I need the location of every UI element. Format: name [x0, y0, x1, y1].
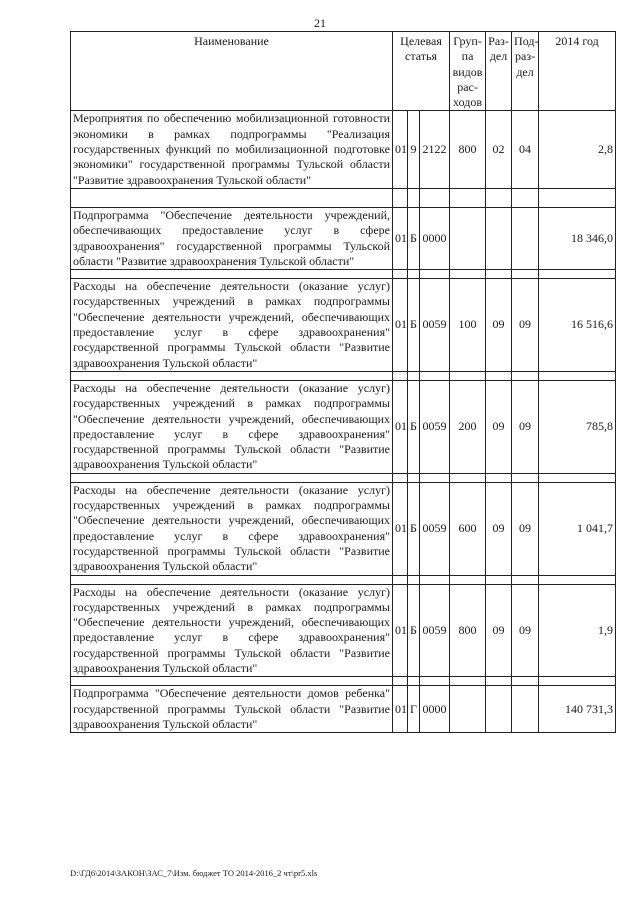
section-cell: [486, 686, 512, 733]
spacer-cell: [486, 575, 512, 584]
target-article-program-cell: 01: [393, 686, 408, 733]
table-row: [71, 207, 616, 269]
spacer-cell: [393, 473, 408, 482]
subsection-cell: 09: [512, 584, 539, 677]
spacer-cell: [539, 677, 616, 686]
table-row: [71, 686, 616, 733]
row-spacer: [71, 473, 616, 482]
spacer-cell: [420, 188, 450, 207]
target-article-subprogram-cell: Б: [408, 279, 420, 372]
spacer-cell: [408, 270, 420, 279]
spacer-cell: [408, 371, 420, 380]
amount-2014-cell: 140 731,3: [539, 686, 616, 733]
header-expense-group: Груп-па видов рас-ходов: [450, 32, 486, 111]
expense-group-cell: 800: [450, 111, 486, 188]
spacer-cell: [71, 473, 393, 482]
subsection-cell: 04: [512, 111, 539, 188]
target-article-subprogram-cell: Г: [408, 686, 420, 733]
spacer-cell: [393, 575, 408, 584]
row-spacer: [71, 677, 616, 686]
spacer-cell: [408, 473, 420, 482]
spacer-cell: [71, 188, 393, 207]
section-cell: 09: [486, 482, 512, 575]
target-article-code-cell: 0059: [420, 279, 450, 372]
section-cell: [486, 207, 512, 269]
target-article-program-cell: 01: [393, 279, 408, 372]
spacer-cell: [486, 188, 512, 207]
spacer-cell: [393, 677, 408, 686]
spacer-cell: [393, 371, 408, 380]
row-name-cell: Мероприятия по обеспечению мобилизационной готовности экономики в рамках подпрограммы "Реализация государственных функций по мобилизационной подготовке экономики" государственной программы Тульской области "Развитие здравоохранения Тульской области": [71, 111, 393, 188]
amount-2014-cell: 1,9: [539, 584, 616, 677]
spacer-cell: [512, 188, 539, 207]
target-article-program-cell: 01: [393, 584, 408, 677]
table-row: [71, 380, 616, 473]
spacer-cell: [71, 371, 393, 380]
spacer-cell: [450, 371, 486, 380]
target-article-subprogram-cell: Б: [408, 207, 420, 269]
target-article-program-cell: 01: [393, 380, 408, 473]
amount-2014-cell: 18 346,0: [539, 207, 616, 269]
target-article-subprogram-cell: Б: [408, 380, 420, 473]
table-row: [71, 279, 616, 372]
target-article-program-cell: 01: [393, 207, 408, 269]
file-path-footer: D:\ГД6\2014\ЗАКОН\ЗАС_7\Изм. бюджет ТО 2014-2016_2 чт\pr5.xls: [70, 868, 318, 878]
target-article-subprogram-cell: Б: [408, 482, 420, 575]
spacer-cell: [450, 473, 486, 482]
subsection-cell: [512, 686, 539, 733]
expense-group-cell: 600: [450, 482, 486, 575]
row-name-cell: Расходы на обеспечение деятельности (оказание услуг) государственных учреждений в рамках подпрограммы "Обеспечение деятельности учреждений, обеспечивающих предоставление услуг в сфере здравоохранения" государственной программы Тульской области "Развитие здравоохранения Тульской области": [71, 482, 393, 575]
target-article-subprogram-cell: Б: [408, 584, 420, 677]
spacer-cell: [539, 371, 616, 380]
subsection-cell: [512, 207, 539, 269]
spacer-cell: [539, 270, 616, 279]
spacer-cell: [393, 270, 408, 279]
subsection-cell: 09: [512, 482, 539, 575]
spacer-cell: [512, 270, 539, 279]
amount-2014-cell: 1 041,7: [539, 482, 616, 575]
spacer-cell: [486, 473, 512, 482]
row-spacer: [71, 270, 616, 279]
spacer-cell: [420, 575, 450, 584]
spacer-cell: [408, 188, 420, 207]
target-article-program-cell: 01: [393, 482, 408, 575]
section-cell: 09: [486, 584, 512, 677]
spacer-cell: [408, 677, 420, 686]
amount-2014-cell: 16 516,6: [539, 279, 616, 372]
subsection-cell: 09: [512, 279, 539, 372]
spacer-cell: [71, 575, 393, 584]
table-row: [71, 482, 616, 575]
spacer-cell: [420, 473, 450, 482]
spacer-cell: [486, 677, 512, 686]
header-section: Раз-дел: [486, 32, 512, 111]
table-row: [71, 584, 616, 677]
spacer-cell: [450, 188, 486, 207]
target-article-code-cell: 2122: [420, 111, 450, 188]
spacer-cell: [71, 270, 393, 279]
amount-2014-cell: 785,8: [539, 380, 616, 473]
spacer-cell: [393, 188, 408, 207]
target-article-code-cell: 0059: [420, 482, 450, 575]
budget-table: [70, 31, 616, 733]
target-article-code-cell: 0059: [420, 380, 450, 473]
spacer-cell: [408, 575, 420, 584]
spacer-cell: [512, 473, 539, 482]
expense-group-cell: 200: [450, 380, 486, 473]
spacer-cell: [512, 677, 539, 686]
row-spacer: [71, 575, 616, 584]
table-header-row: [71, 32, 616, 111]
target-article-code-cell: 0000: [420, 207, 450, 269]
spacer-cell: [420, 371, 450, 380]
spacer-cell: [512, 371, 539, 380]
expense-group-cell: 100: [450, 279, 486, 372]
row-name-cell: Подпрограмма "Обеспечение деятельности домов ребенка" государственной программы Тульской области "Развитие здравоохранения Тульской области": [71, 686, 393, 733]
spacer-cell: [539, 188, 616, 207]
row-name-cell: Расходы на обеспечение деятельности (оказание услуг) государственных учреждений в рамках подпрограммы "Обеспечение деятельности учреждений, обеспечивающих предоставление услуг в сфере здравоохранения" государственной программы Тульской области "Развитие здравоохранения Тульской области": [71, 279, 393, 372]
header-subsection: Под-раз-дел: [512, 32, 539, 111]
page-number: 21: [314, 16, 326, 30]
expense-group-cell: 800: [450, 584, 486, 677]
row-name-cell: Расходы на обеспечение деятельности (оказание услуг) государственных учреждений в рамках подпрограммы "Обеспечение деятельности учреждений, обеспечивающих предоставление услуг в сфере здравоохранения" государственной программы Тульской области "Развитие здравоохранения Тульской области": [71, 380, 393, 473]
spacer-cell: [420, 677, 450, 686]
header-target-article: Целевая статья: [393, 32, 450, 111]
target-article-code-cell: 0000: [420, 686, 450, 733]
row-spacer: [71, 371, 616, 380]
spacer-cell: [486, 270, 512, 279]
spacer-cell: [539, 473, 616, 482]
spacer-cell: [512, 575, 539, 584]
target-article-program-cell: 01: [393, 111, 408, 188]
section-cell: 02: [486, 111, 512, 188]
spacer-cell: [539, 575, 616, 584]
spacer-cell: [450, 677, 486, 686]
section-cell: 09: [486, 279, 512, 372]
amount-2014-cell: 2,8: [539, 111, 616, 188]
target-article-code-cell: 0059: [420, 584, 450, 677]
row-name-cell: Расходы на обеспечение деятельности (оказание услуг) государственных учреждений в рамках подпрограммы "Обеспечение деятельности учреждений, обеспечивающих предоставление услуг в сфере здравоохранения" государственной программы Тульской области "Развитие здравоохранения Тульской области": [71, 584, 393, 677]
row-name-cell: Подпрограмма "Обеспечение деятельности учреждений, обеспечивающих предоставление услуг в сфере здравоохранения" государственной программы Тульской области "Развитие здравоохранения Тульской области": [71, 207, 393, 269]
expense-group-cell: [450, 686, 486, 733]
header-name: Наименование: [71, 32, 393, 111]
row-spacer: [71, 188, 616, 207]
spacer-cell: [486, 371, 512, 380]
expense-group-cell: [450, 207, 486, 269]
spacer-cell: [420, 270, 450, 279]
subsection-cell: 09: [512, 380, 539, 473]
spacer-cell: [71, 677, 393, 686]
spacer-cell: [450, 270, 486, 279]
target-article-subprogram-cell: 9: [408, 111, 420, 188]
table-row: [71, 111, 616, 188]
header-year: 2014 год: [539, 32, 616, 111]
spacer-cell: [450, 575, 486, 584]
section-cell: 09: [486, 380, 512, 473]
